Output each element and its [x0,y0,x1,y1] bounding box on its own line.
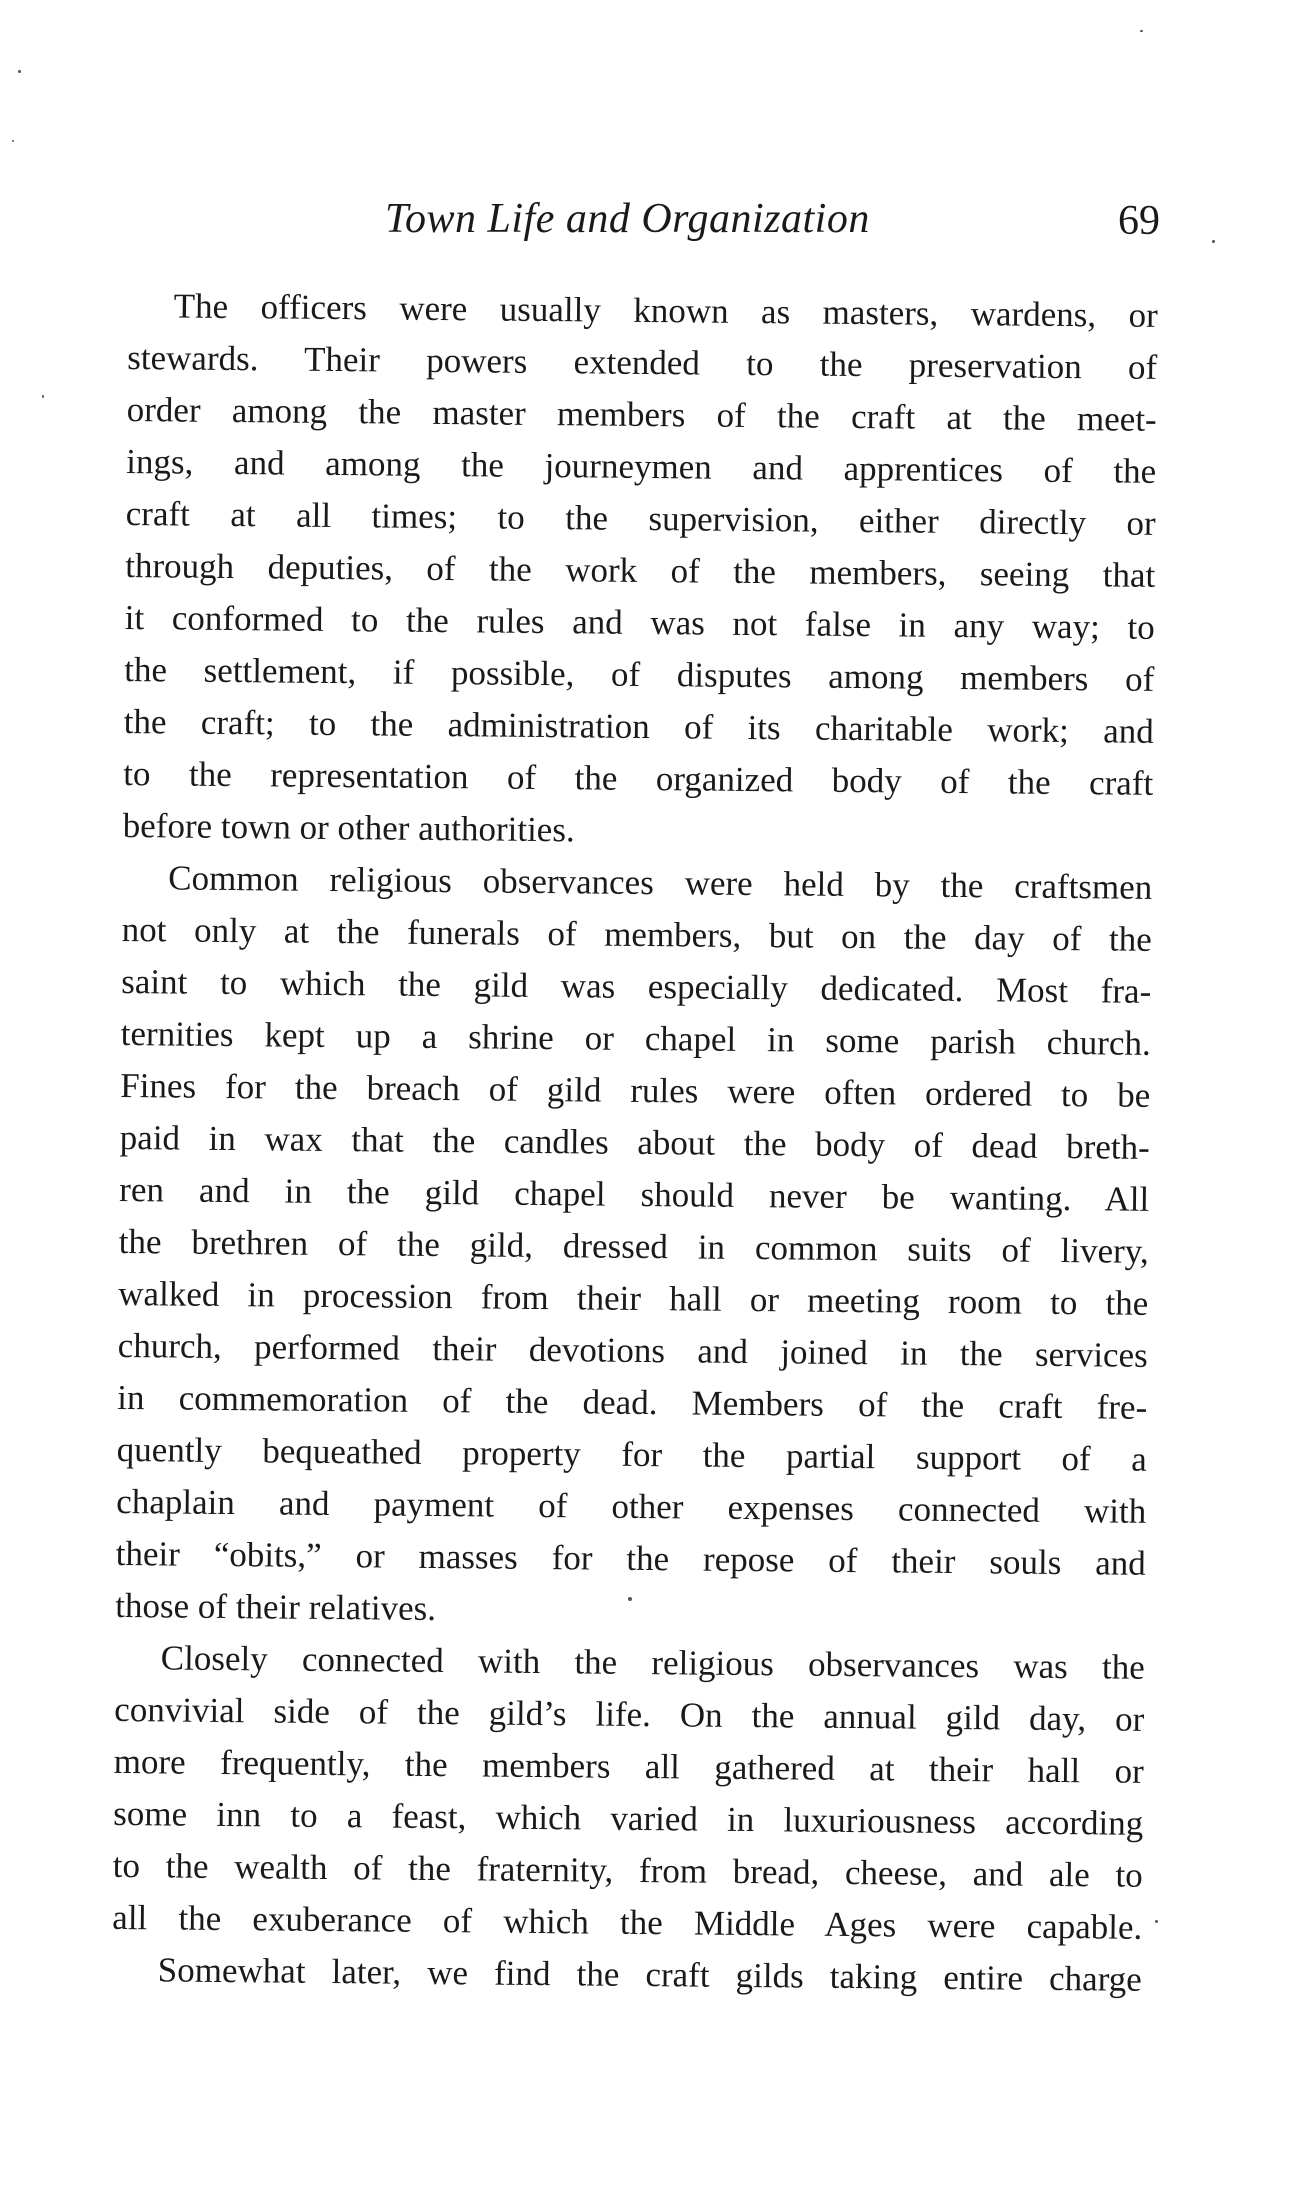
text-line: Somewhat later, we find the craft gilds taking entire charge [157,1950,1142,1999]
text-line: it conformed to the rules and was not false in any way; to [124,597,1155,647]
text-line: walked in procession from their hall or meeting room to the [118,1273,1149,1323]
text-line: to the wealth of the fraternity, from bread, cheese, and ale to [112,1845,1143,1895]
text-line: church, performed their devotions and joined in the services [117,1325,1148,1375]
text-line: order among the master members of the craft at the meet- [126,389,1157,439]
scan-speck [12,140,14,142]
text-line: the craft; to the administration of its charitable work; and [123,701,1154,751]
text-line: Common religious observances were held by the craftsmen [168,858,1153,907]
text-line: ternities kept up a shrine or chapel in some parish church. [120,1013,1151,1063]
scan-speck [1155,1920,1158,1923]
text-line: saint to which the gild was especially dedicated. Most fra- [121,961,1152,1011]
page-number: 69 [1118,198,1160,244]
text-line: paid in wax that the candles about the body of dead breth- [119,1117,1150,1167]
text-line: Fines for the breach of gild rules were often ordered to be [120,1065,1151,1115]
text-line: chaplain and payment of other expenses connected with [116,1481,1147,1531]
scan-speck [42,395,44,398]
text-line: those of their relatives. [115,1585,437,1629]
text-line: the settlement, if possible, of disputes among members of [124,649,1155,699]
running-head [0,195,1300,255]
text-line: craft at all times; to the supervision, either directly or [125,493,1156,543]
scan-speck [1140,30,1143,32]
text-line: to the representation of the organized body of the craft [123,753,1154,803]
text-line: ren and in the gild chapel should never be wanting. All [119,1169,1150,1219]
scan-speck [628,1597,632,1601]
text-line: convivial side of the gild’s life. On the annual gild day, or [114,1689,1145,1739]
body-text [112,280,1158,2006]
text-line: stewards. Their powers extended to the preservation of [127,337,1158,387]
text-line: quently bequeathed property for the partial support of a [116,1429,1147,1479]
text-line: the brethren of the gild, dressed in common suits of livery, [118,1221,1149,1271]
text-line: not only at the funerals of members, but on the day of the [121,909,1152,959]
text-line: through deputies, of the work of the members, seeing that [125,545,1156,595]
text-line: ings, and among the journeymen and apprentices of the [126,441,1157,491]
text-line: their “obits,” or masses for the repose of their souls and [115,1533,1146,1583]
text-line: Closely connected with the religious observances was the [160,1638,1145,1687]
running-title: Town Life and Organization [385,196,870,242]
text-line: in commemoration of the dead. Members of the craft fre- [117,1377,1148,1427]
text-line: all the exuberance of which the Middle Ages were capable. [112,1897,1143,1947]
text-line: The officers were usually known as masters, wardens, or [173,286,1158,335]
scan-speck [18,70,21,73]
scan-speck [1212,240,1215,243]
text-line: some inn to a feast, which varied in luxuriousness according [113,1793,1144,1843]
text-line: more frequently, the members all gathered at their hall or [113,1741,1144,1791]
text-line: before town or other authorities. [122,805,575,850]
